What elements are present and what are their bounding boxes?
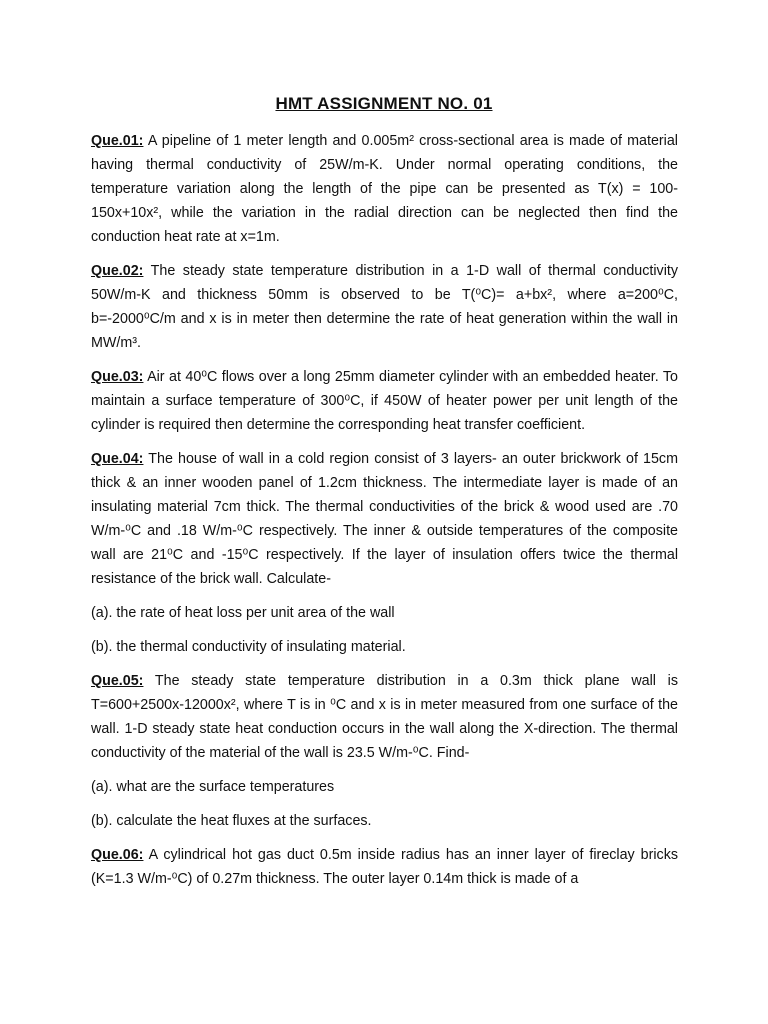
question-4	[91, 447, 678, 591]
question-1	[91, 129, 678, 249]
question-4-subpart-a: (a). the rate of heat loss per unit area of the wall	[91, 605, 395, 621]
question-5-subpart-a: (a). what are the surface temperatures	[91, 779, 335, 795]
question-5-subpart-b: (b). calculate the heat fluxes at the surfaces.	[91, 813, 372, 829]
question-label: Que.05:	[91, 673, 144, 689]
question-5	[91, 669, 678, 765]
question-text: Air at 40⁰C flows over a long 25mm diameter cylinder with an embedded heater. To maintain a surface temperature of 300⁰C, if 450W of heater power per unit length of the cylinder is required then determine the corresponding heat transfer coefficient.	[91, 369, 678, 433]
question-3	[91, 365, 678, 437]
page-title: HMT ASSIGNMENT NO. 01	[275, 94, 493, 113]
question-6	[91, 843, 678, 891]
question-text: The house of wall in a cold region consist of 3 layers- an outer brickwork of 15cm thick & an inner wooden panel of 1.2cm thickness. The intermediate layer is made of an insulating material 7cm thick. The thermal conductivities of the brick & wood used are .70 W/m-⁰C and .18 W/m-⁰C respectively. The inner & outside temperatures of the composite wall are 21⁰C and -15⁰C respectively. If the layer of insulation offers twice the thermal resistance of the brick wall. Calculate-	[91, 451, 678, 587]
questions-list	[91, 129, 678, 901]
question-4-subpart-b: (b). the thermal conductivity of insulating material.	[91, 639, 406, 655]
question-text: The steady state temperature distribution in a 0.3m thick plane wall is T=600+2500x-12000x², where T is in ⁰C and x is in meter measured from one surface of the wall. 1-D steady state heat conduction occurs in the wall along the X-direction. The thermal conductivity of the material of the wall is 23.5 W/m-⁰C. Find-	[91, 673, 678, 761]
question-label: Que.01:	[91, 133, 144, 149]
question-label: Que.03:	[91, 369, 144, 385]
question-label: Que.02:	[91, 263, 144, 279]
question-text: The steady state temperature distribution in a 1-D wall of thermal conductivity 50W/m-K and thickness 50mm is observed to be T(⁰C)= a+bx², where a=200⁰C, b=-2000⁰C/m and x is in meter then determine the rate of heat generation within the wall in MW/m³.	[91, 263, 678, 351]
question-label: Que.06:	[91, 847, 144, 863]
question-label: Que.04:	[91, 451, 144, 467]
question-2	[91, 259, 678, 355]
question-text: A pipeline of 1 meter length and 0.005m² cross-sectional area is made of material having thermal conductivity of 25W/m-K. Under normal operating conditions, the temperature variation along the length of the pipe can be presented as T(x) = 100-150x+10x², while the variation in the radial direction can be neglected then find the conduction heat rate at x=1m.	[91, 133, 678, 245]
question-text: A cylindrical hot gas duct 0.5m inside radius has an inner layer of fireclay bricks (K=1.3 W/m-⁰C) of 0.27m thickness. The outer layer 0.14m thick is made of a	[91, 847, 678, 887]
